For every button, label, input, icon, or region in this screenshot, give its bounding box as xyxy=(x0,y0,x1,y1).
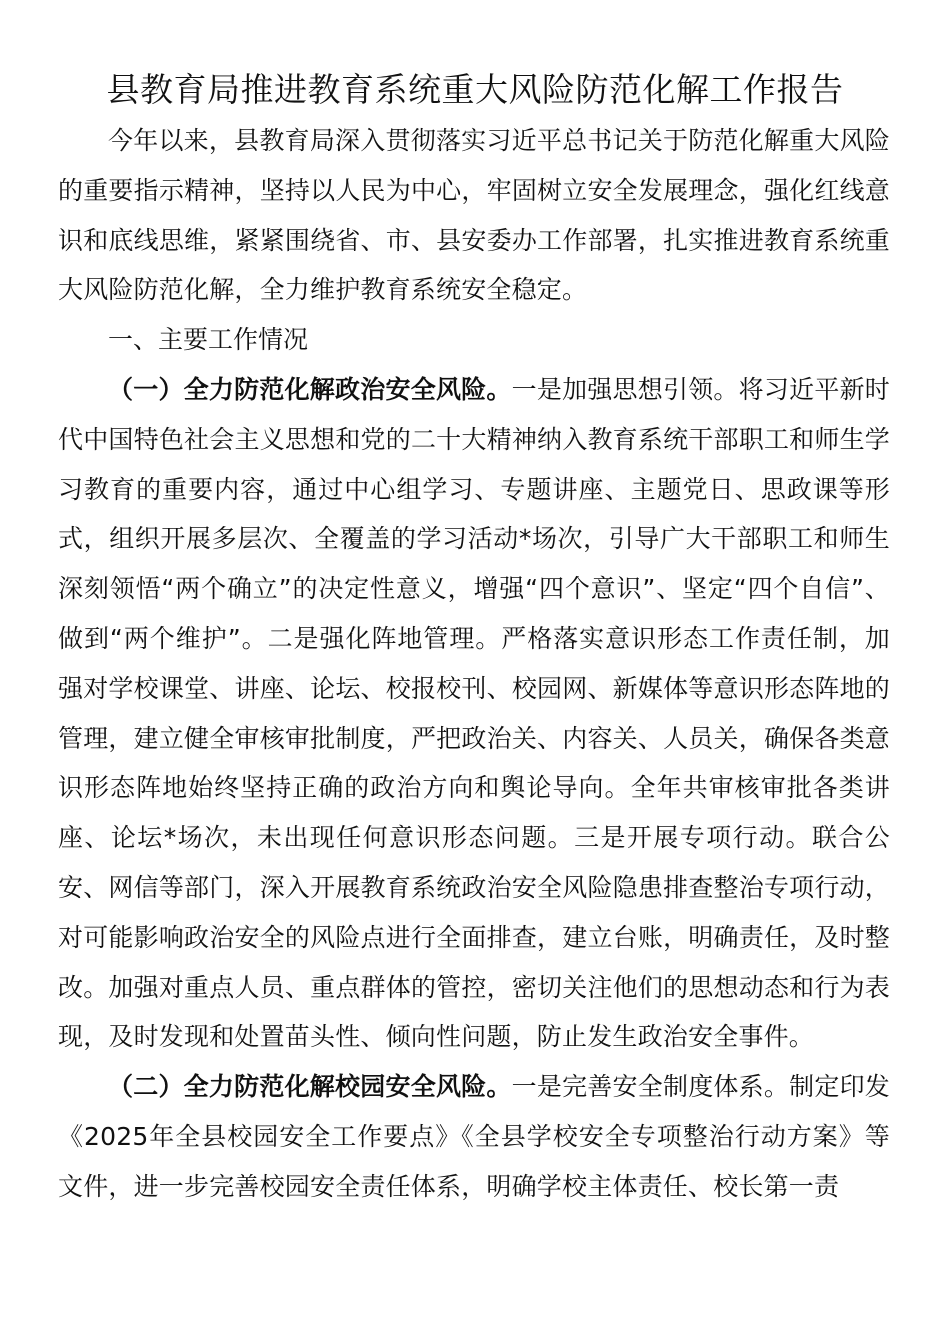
subsection-political-security-lead: （一）全力防范化解政治安全风险。 xyxy=(108,374,512,404)
section-heading-main-work: 一、主要工作情况 xyxy=(108,325,309,355)
subsection-campus-security-lead: （二）全力防范化解校园安全风险。 xyxy=(108,1072,512,1102)
intro-paragraph: 今年以来，县教育局深入贯彻落实习近平总书记关于防范化解重大风险的重要指示精神，坚持以人民为中心，牢固树立安全发展理念，强化红线意识和底线思维，紧紧围绕省、市、县安委办工作部署，扎实推进教育系统重大风险防范化解，全力维护教育系统安全稳定。 xyxy=(58,126,890,305)
document-body xyxy=(58,116,890,1212)
subsection-political-security xyxy=(58,365,890,1062)
subsection-campus-security-text: 一是完善安全制度体系。制定印发《2025年全县校园安全工作要点》《全县学校安全专项整治行动方案》等文件，进一步完善校园安全责任体系，明确学校主体责任、校长第一责 xyxy=(58,1072,890,1201)
subsection-political-security-text: 一是加强思想引领。将习近平新时代中国特色社会主义思想和党的二十大精神纳入教育系统干部职工和师生学习教育的重要内容，通过中心组学习、专题讲座、主题党日、思政课等形式，组织开展多层次、全覆盖的学习活动*场次，引导广大干部职工和师生深刻领悟“两个确立”的决定性意义，增强“四个意识”、坚定“四个自信”、做到“两个维护”。二是强化阵地管理。严格落实意识形态工作责任制，加强对学校课堂、讲座、论坛、校报校刊、校园网、新媒体等意识形态阵地的管理，建立健全审核审批制度，严把政治关、内容关、人员关，确保各类意识形态阵地始终坚持正确的政治方向和舆论导向。全年共审核审批各类讲座、论坛*场次，未出现任何意识形态问题。三是开展专项行动。联合公安、网信等部门，深入开展教育系统政治安全风险隐患排查整治专项行动，对可能影响政治安全的风险点进行全面排查，建立台账，明确责任，及时整改。加强对重点人员、重点群体的管控，密切关注他们的思想动态和行为表现，及时发现和处置苗头性、倾向性问题，防止发生政治安全事件。 xyxy=(58,374,890,1052)
subsection-campus-security xyxy=(58,1062,890,1211)
document-title: 县教育局推进教育系统重大风险防范化解工作报告 xyxy=(106,70,844,109)
